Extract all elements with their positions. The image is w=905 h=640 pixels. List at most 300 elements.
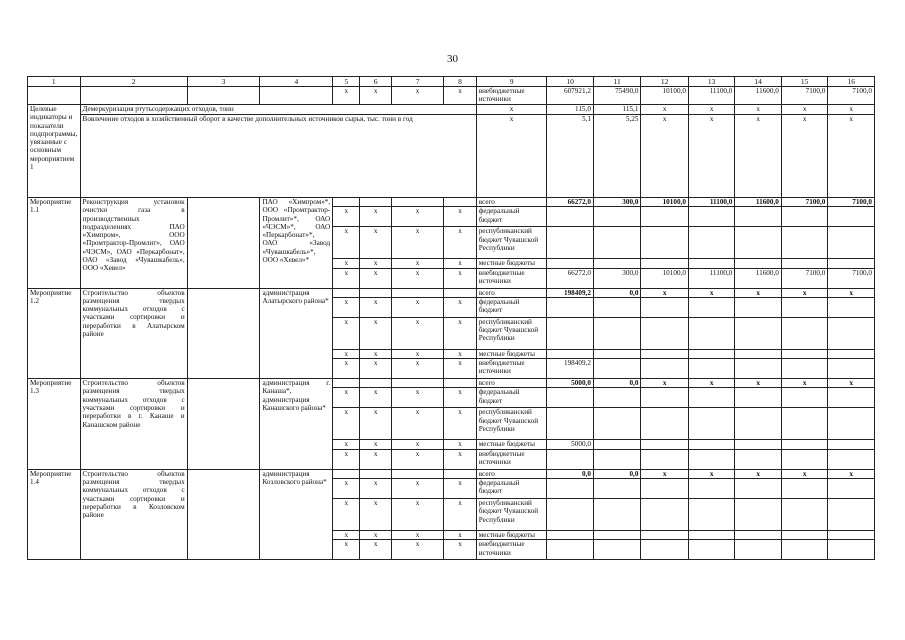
value-cell: x	[828, 288, 875, 297]
value-cell	[688, 207, 734, 227]
value-cell	[781, 297, 827, 317]
value-cell: 7100,0	[781, 198, 827, 207]
page-number: 30	[447, 53, 458, 65]
value-cell	[547, 317, 593, 349]
cell-x: x	[333, 408, 360, 440]
cell-x: x	[360, 87, 391, 105]
activity-label: Мероприятие 1.2	[28, 288, 81, 379]
empty-cell	[80, 87, 187, 105]
value-cell	[781, 259, 827, 268]
program-table	[27, 76, 875, 560]
cell-x: x	[333, 268, 360, 288]
indicator-text: Вовлечение отходов в хозяйственный оборот в качестве дополнительных источников сырья, тыс. тонн в год	[80, 115, 476, 198]
cell-x: x	[333, 359, 360, 379]
value-cell	[593, 479, 641, 499]
cell-x: x	[360, 268, 391, 288]
value-cell: x	[688, 469, 734, 478]
header-cell: 16	[828, 77, 875, 87]
activity-name: Реконструкция установок очистки газа в производственных подразделениях ПАО «Химпром», ООО «Промтрактор-Промлит», ОАО «ЧЭСМ», ОАО «Перкарбонат», ОАО «Завод «Чувашкабель», ООО «Хевел»	[80, 198, 187, 289]
value-cell: 5000,0	[547, 440, 593, 449]
value-cell	[828, 359, 875, 379]
value-cell	[828, 540, 875, 560]
value-cell	[781, 499, 827, 531]
cell-x: x	[333, 297, 360, 317]
header-cell: 13	[688, 77, 734, 87]
value-cell	[593, 388, 641, 408]
value-cell	[641, 440, 689, 449]
value-cell	[688, 449, 734, 469]
indicator-text: Демеркуризация ртутьсодержащих отходов, тонн	[80, 105, 476, 115]
value-cell	[641, 479, 689, 499]
value-cell	[593, 499, 641, 531]
value-cell	[641, 499, 689, 531]
cell-x: x	[333, 388, 360, 408]
value-cell	[781, 359, 827, 379]
value-cell	[593, 317, 641, 349]
value-cell	[547, 259, 593, 268]
header-cell: 5	[333, 77, 360, 87]
value-cell: 66272,0	[547, 198, 593, 207]
value-cell: x	[735, 379, 781, 388]
value-cell: 300,0	[593, 198, 641, 207]
value-cell	[593, 531, 641, 540]
funding-source: республиканский бюджет Чувашской Республики	[476, 499, 547, 531]
value-cell	[688, 227, 734, 259]
funding-source: федеральный бюджет	[476, 207, 547, 227]
cell-x: x	[688, 105, 734, 115]
value-cell	[688, 499, 734, 531]
funding-source: всего	[476, 198, 547, 207]
header-cell: 6	[360, 77, 391, 87]
value-cell	[688, 408, 734, 440]
value-cell: 198409,2	[547, 288, 593, 297]
value-cell	[688, 349, 734, 358]
value-cell	[828, 297, 875, 317]
cell-x: x	[360, 440, 391, 449]
cell-x: x	[391, 449, 444, 469]
value-cell: 0,0	[593, 379, 641, 388]
cell-x: x	[735, 115, 781, 198]
value-cell	[735, 359, 781, 379]
funding-source: республиканский бюджет Чувашской Республики	[476, 227, 547, 259]
funding-source: внебюджетные источники	[476, 87, 547, 105]
indicator-row	[28, 115, 875, 198]
value-cell	[828, 317, 875, 349]
cell-x: x	[444, 408, 476, 440]
cell-x	[391, 469, 444, 478]
funding-source: всего	[476, 288, 547, 297]
value-cell: 10100,0	[641, 268, 689, 288]
cell-x: x	[360, 317, 391, 349]
activity-executor: ПАО «Химпром»*, ООО «Промтрактор-Промлит»*, ОАО «ЧЭСМ»*, ОАО «Перкарбонат»*, ОАО «Завод «Чувашкабель»*, ООО «Хевел»*	[260, 198, 333, 289]
cell-x	[360, 469, 391, 478]
cell-x: x	[391, 268, 444, 288]
cell-x: x	[781, 115, 827, 198]
value-cell	[593, 540, 641, 560]
value-cell: 7100,0	[781, 87, 827, 105]
funding-source: республиканский бюджет Чувашской Республики	[476, 317, 547, 349]
cell-x: x	[391, 359, 444, 379]
header-cell: 3	[187, 77, 260, 87]
empty-cell	[187, 288, 260, 379]
value-cell	[781, 479, 827, 499]
value-cell	[641, 531, 689, 540]
value-cell	[641, 540, 689, 560]
header-cell: 15	[781, 77, 827, 87]
cell-x: x	[391, 259, 444, 268]
cell-x: x	[444, 440, 476, 449]
cell-x: x	[391, 388, 444, 408]
header-cell: 1	[28, 77, 81, 87]
funding-source: федеральный бюджет	[476, 388, 547, 408]
cell-x: x	[391, 207, 444, 227]
cell-x: x	[444, 359, 476, 379]
value-cell	[547, 349, 593, 358]
value-cell	[688, 440, 734, 449]
header-cell: 14	[735, 77, 781, 87]
cell-x: x	[476, 115, 547, 198]
value-cell: x	[828, 379, 875, 388]
value-cell	[593, 227, 641, 259]
value-cell	[593, 359, 641, 379]
value-cell	[828, 408, 875, 440]
value-cell	[547, 540, 593, 560]
header-cell: 8	[444, 77, 476, 87]
value-cell	[593, 349, 641, 358]
cell-x: x	[444, 87, 476, 105]
table-row	[28, 469, 875, 478]
value-cell	[781, 408, 827, 440]
value-cell	[688, 540, 734, 560]
value-cell	[641, 207, 689, 227]
cell-x: x	[360, 349, 391, 358]
value-cell: 11100,0	[688, 198, 734, 207]
cell-x: x	[391, 349, 444, 358]
value-cell	[641, 259, 689, 268]
value-cell: 75490,0	[593, 87, 641, 105]
cell-x	[333, 198, 360, 207]
table-row	[28, 87, 875, 105]
cell-x: x	[444, 268, 476, 288]
value-cell: x	[688, 288, 734, 297]
value-cell	[688, 297, 734, 317]
indicator-row	[28, 105, 875, 115]
value-cell	[547, 479, 593, 499]
value-cell	[547, 227, 593, 259]
cell-x: x	[360, 449, 391, 469]
value-cell: x	[781, 469, 827, 478]
cell-x: x	[391, 499, 444, 531]
value-cell	[641, 449, 689, 469]
value-cell: 7100,0	[828, 87, 875, 105]
header-cell: 12	[641, 77, 689, 87]
value-cell: 7100,0	[828, 268, 875, 288]
value-cell: x	[641, 288, 689, 297]
value-cell: x	[781, 379, 827, 388]
cell-x: x	[333, 540, 360, 560]
empty-cell	[187, 379, 260, 470]
value-cell	[593, 207, 641, 227]
cell-x: x	[444, 227, 476, 259]
value-cell	[735, 297, 781, 317]
cell-x: x	[333, 440, 360, 449]
value-cell: 115,0	[547, 105, 593, 115]
value-cell	[641, 317, 689, 349]
table-row	[28, 288, 875, 297]
value-cell: 0,0	[547, 469, 593, 478]
value-cell: x	[735, 288, 781, 297]
value-cell: 10100,0	[641, 87, 689, 105]
activity-label: Мероприятие 1.4	[28, 469, 81, 560]
cell-x	[360, 379, 391, 388]
header-cell: 4	[260, 77, 333, 87]
cell-x: x	[333, 259, 360, 268]
value-cell	[781, 540, 827, 560]
cell-x: x	[444, 259, 476, 268]
value-cell: 10100,0	[641, 198, 689, 207]
value-cell	[828, 531, 875, 540]
table-row	[28, 379, 875, 388]
value-cell: x	[781, 288, 827, 297]
value-cell: 7100,0	[781, 268, 827, 288]
cell-x: x	[360, 227, 391, 259]
cell-x: x	[333, 479, 360, 499]
value-cell	[547, 297, 593, 317]
header-cell: 11	[593, 77, 641, 87]
cell-x: x	[360, 207, 391, 227]
cell-x: x	[360, 408, 391, 440]
value-cell: 300,0	[593, 268, 641, 288]
cell-x	[333, 469, 360, 478]
value-cell	[781, 388, 827, 408]
activity-label: Мероприятие 1.3	[28, 379, 81, 470]
value-cell	[781, 531, 827, 540]
value-cell	[828, 227, 875, 259]
cell-x: x	[360, 259, 391, 268]
value-cell	[641, 359, 689, 379]
value-cell	[828, 259, 875, 268]
value-cell	[547, 207, 593, 227]
activity-label: Мероприятие 1.1	[28, 198, 81, 289]
value-cell	[547, 499, 593, 531]
value-cell	[735, 479, 781, 499]
funding-source: местные бюджеты	[476, 349, 547, 358]
value-cell: 11100,0	[688, 268, 734, 288]
funding-source: внебюджетные источники	[476, 449, 547, 469]
value-cell	[735, 259, 781, 268]
empty-cell	[260, 87, 333, 105]
value-cell	[781, 349, 827, 358]
cell-x: x	[360, 540, 391, 560]
cell-x: x	[391, 440, 444, 449]
value-cell	[781, 449, 827, 469]
header-cell: 10	[547, 77, 593, 87]
empty-cell	[187, 469, 260, 560]
value-cell: 11600,0	[735, 198, 781, 207]
cell-x: x	[333, 227, 360, 259]
value-cell	[593, 297, 641, 317]
cell-x: x	[444, 207, 476, 227]
cell-x: x	[828, 115, 875, 198]
funding-source: федеральный бюджет	[476, 297, 547, 317]
value-cell	[688, 479, 734, 499]
value-cell	[828, 440, 875, 449]
cell-x: x	[391, 479, 444, 499]
cell-x: x	[688, 115, 734, 198]
cell-x: x	[360, 531, 391, 540]
funding-source: внебюджетные источники	[476, 268, 547, 288]
funding-source: республиканский бюджет Чувашской Республики	[476, 408, 547, 440]
value-cell	[781, 440, 827, 449]
value-cell	[641, 349, 689, 358]
cell-x: x	[391, 317, 444, 349]
value-cell	[781, 227, 827, 259]
cell-x	[444, 198, 476, 207]
value-cell	[828, 207, 875, 227]
value-cell	[735, 388, 781, 408]
value-cell	[547, 531, 593, 540]
cell-x	[391, 288, 444, 297]
cell-x	[444, 288, 476, 297]
cell-x: x	[360, 499, 391, 531]
value-cell	[828, 479, 875, 499]
funding-source: внебюджетные источники	[476, 540, 547, 560]
activity-executor: администрация г. Канаша*, администрация Канашского района*	[260, 379, 333, 470]
value-cell	[547, 408, 593, 440]
funding-source: всего	[476, 469, 547, 478]
cell-x: x	[391, 531, 444, 540]
value-cell	[735, 440, 781, 449]
cell-x: x	[476, 105, 547, 115]
value-cell	[735, 449, 781, 469]
value-cell: x	[641, 469, 689, 478]
funding-source: местные бюджеты	[476, 531, 547, 540]
funding-source: федеральный бюджет	[476, 479, 547, 499]
value-cell: 607921,2	[547, 87, 593, 105]
value-cell	[593, 449, 641, 469]
cell-x: x	[333, 449, 360, 469]
value-cell	[688, 531, 734, 540]
cell-x: x	[360, 297, 391, 317]
cell-x	[360, 198, 391, 207]
cell-x: x	[333, 349, 360, 358]
cell-x: x	[828, 105, 875, 115]
value-cell	[688, 259, 734, 268]
cell-x: x	[333, 87, 360, 105]
cell-x	[360, 288, 391, 297]
cell-x: x	[333, 499, 360, 531]
value-cell	[593, 408, 641, 440]
value-cell	[735, 408, 781, 440]
cell-x: x	[360, 388, 391, 408]
value-cell	[688, 359, 734, 379]
value-cell: 11600,0	[735, 87, 781, 105]
value-cell	[641, 408, 689, 440]
value-cell: 5,1	[547, 115, 593, 198]
value-cell: 11600,0	[735, 268, 781, 288]
cell-x	[444, 379, 476, 388]
value-cell: x	[641, 379, 689, 388]
cell-x: x	[781, 105, 827, 115]
activity-name: Строительство объектов размещения твердых коммунальных отходов с участками сортировки и переработки в г. Канаше и Канашском районе	[80, 379, 187, 470]
cell-x	[391, 198, 444, 207]
cell-x: x	[735, 105, 781, 115]
value-cell: 7100,0	[828, 198, 875, 207]
value-cell: x	[828, 469, 875, 478]
funding-source: местные бюджеты	[476, 259, 547, 268]
value-cell: 0,0	[593, 288, 641, 297]
value-cell	[735, 499, 781, 531]
header-cell: 9	[476, 77, 547, 87]
cell-x: x	[444, 531, 476, 540]
value-cell	[828, 499, 875, 531]
activity-name: Строительство объектов размещения твердых коммунальных отходов с участками сортировки и переработки в Козловском районе	[80, 469, 187, 560]
value-cell	[688, 317, 734, 349]
value-cell	[641, 388, 689, 408]
cell-x: x	[360, 359, 391, 379]
cell-x: x	[444, 297, 476, 317]
value-cell	[735, 349, 781, 358]
header-row	[28, 77, 875, 87]
value-cell	[828, 349, 875, 358]
indicators-label: Целевые индикаторы и показатели подпрограммы, увязанные с основным мероприятием 1	[28, 105, 81, 198]
cell-x: x	[333, 207, 360, 227]
value-cell: 5000,0	[547, 379, 593, 388]
value-cell: x	[735, 469, 781, 478]
cell-x: x	[391, 540, 444, 560]
value-cell	[735, 317, 781, 349]
value-cell	[735, 227, 781, 259]
cell-x: x	[444, 317, 476, 349]
value-cell	[828, 449, 875, 469]
cell-x: x	[641, 105, 689, 115]
cell-x	[391, 379, 444, 388]
value-cell	[781, 317, 827, 349]
empty-cell	[187, 87, 260, 105]
value-cell: 115,1	[593, 105, 641, 115]
cell-x: x	[391, 408, 444, 440]
activity-name: Строительство объектов размещения твердых коммунальных отходов с участками сортировки и переработки в Алатырском районе	[80, 288, 187, 379]
header-cell: 7	[391, 77, 444, 87]
empty-cell	[187, 198, 260, 289]
cell-x: x	[641, 115, 689, 198]
value-cell	[547, 449, 593, 469]
cell-x	[444, 469, 476, 478]
value-cell: 11100,0	[688, 87, 734, 105]
cell-x: x	[444, 499, 476, 531]
value-cell: 5,25	[593, 115, 641, 198]
value-cell	[688, 388, 734, 408]
value-cell: 198409,2	[547, 359, 593, 379]
cell-x: x	[391, 297, 444, 317]
value-cell	[735, 540, 781, 560]
activity-executor: администрация Козловского района*	[260, 469, 333, 560]
funding-source: местные бюджеты	[476, 440, 547, 449]
value-cell	[828, 388, 875, 408]
cell-x	[333, 379, 360, 388]
cell-x: x	[333, 531, 360, 540]
value-cell	[641, 227, 689, 259]
funding-source: внебюджетные источники	[476, 359, 547, 379]
value-cell	[593, 440, 641, 449]
cell-x: x	[391, 227, 444, 259]
value-cell	[593, 259, 641, 268]
table-row	[28, 198, 875, 207]
value-cell	[641, 297, 689, 317]
value-cell	[735, 207, 781, 227]
value-cell: x	[688, 379, 734, 388]
value-cell: 66272,0	[547, 268, 593, 288]
